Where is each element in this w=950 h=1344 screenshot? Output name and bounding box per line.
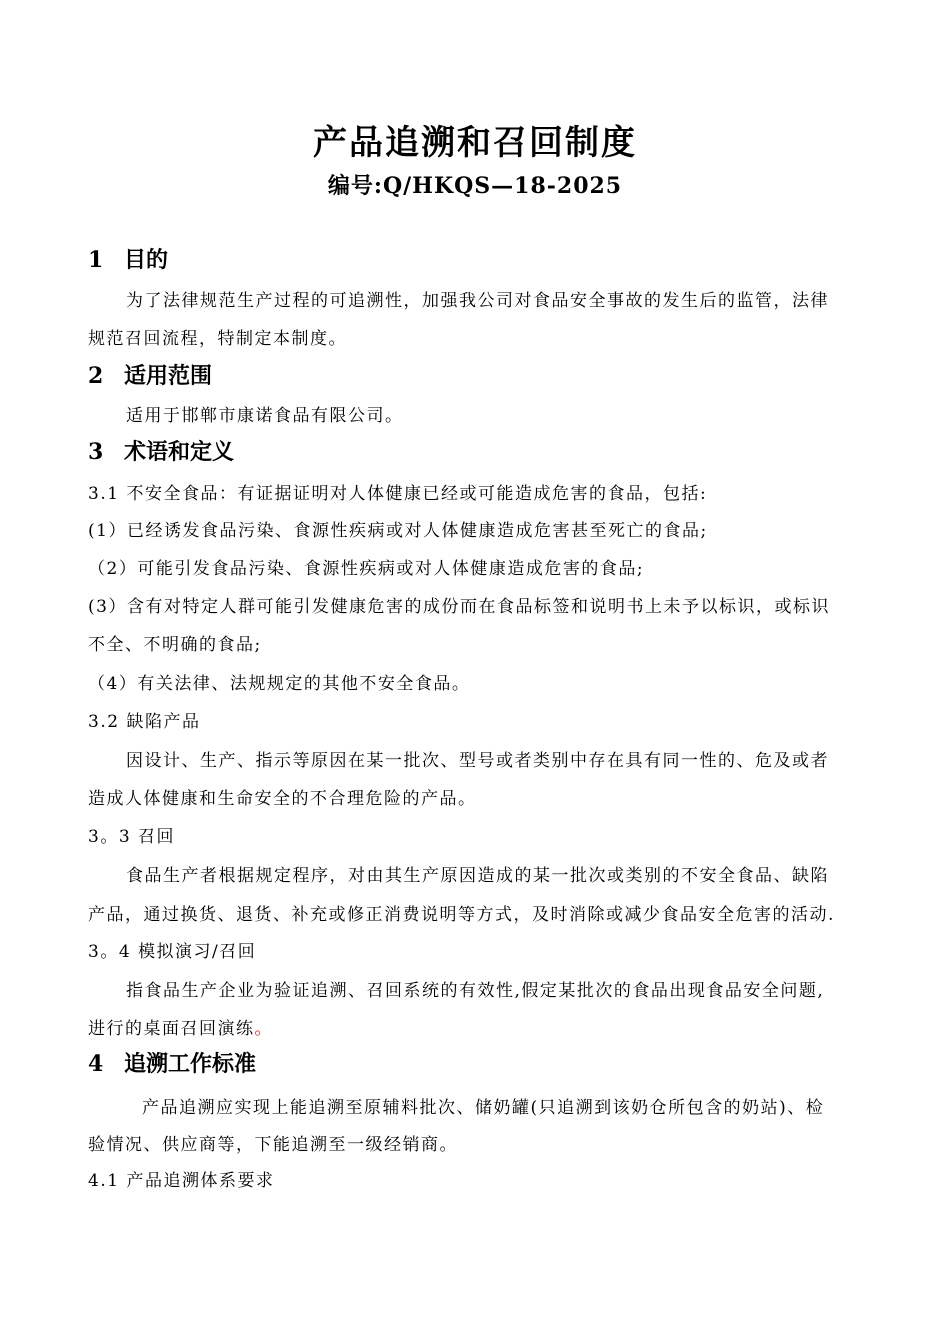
paragraph-line: 规范召回流程，特制定本制度。 bbox=[88, 329, 347, 349]
paragraph-line: 因设计、生产、指示等原因在某一批次、型号或者类别中存在具有同一性的、危及或者 bbox=[126, 751, 829, 771]
list-item: （4）有关法律、法规规定的其他不安全食品。 bbox=[88, 674, 471, 694]
paragraph-line: 产品追溯应实现上能追溯至原辅料批次、储奶罐(只追溯到该奶仓所包含的奶站)、检 bbox=[142, 1098, 825, 1118]
paragraph-line: 验情况、供应商等，下能追溯至一级经销商。 bbox=[88, 1135, 458, 1155]
section-title: 术语和定义 bbox=[124, 439, 235, 465]
list-item: （2）可能引发食品污染、食源性疾病或对人体健康造成危害的食品; bbox=[88, 559, 645, 579]
section-number: 1 bbox=[88, 247, 104, 273]
clause-line: 3。3 召回 bbox=[88, 827, 176, 847]
section-heading-1 bbox=[88, 246, 168, 274]
document-title: 产品追溯和召回制度 bbox=[313, 123, 637, 163]
clause-line: 3.1 不安全食品：有证据证明对人体健康已经或可能造成危害的食品，包括: bbox=[88, 484, 708, 504]
paragraph-text: 进行的桌面召回演练 bbox=[88, 1019, 255, 1039]
section-title: 追溯工作标准 bbox=[124, 1051, 257, 1077]
section-title: 适用范围 bbox=[124, 363, 213, 389]
red-period: 。 bbox=[254, 1019, 273, 1039]
paragraph-line bbox=[88, 1017, 273, 1041]
section-heading-4 bbox=[88, 1050, 256, 1078]
paragraph-line: 为了法律规范生产过程的可追溯性，加强我公司对食品安全事故的发生后的监管，法律 bbox=[126, 291, 829, 311]
document-code: 编号:Q/HKQS—18-2025 bbox=[327, 173, 623, 199]
list-item: (1）已经诱发食品污染、食源性疾病或对人体健康造成危害甚至死亡的食品; bbox=[88, 521, 708, 541]
section-number: 2 bbox=[88, 363, 104, 389]
clause-line: 3。4 模拟演习/召回 bbox=[88, 942, 257, 962]
paragraph-line: 指食品生产企业为验证追溯、召回系统的有效性,假定某批次的食品出现食品安全问题, bbox=[126, 981, 825, 1001]
section-number: 3 bbox=[88, 439, 104, 465]
clause-line: 3.2 缺陷产品 bbox=[88, 712, 201, 732]
list-item: (3）含有对特定人群可能引发健康危害的成份而在食品标签和说明书上未予以标识，或标识 bbox=[88, 597, 830, 617]
paragraph-line: 适用于邯郸市康诺食品有限公司。 bbox=[126, 406, 404, 426]
section-heading-3 bbox=[88, 438, 234, 466]
paragraph-line: 产品，通过换货、退货、补充或修正消费说明等方式，及时消除或减少食品安全危害的活动. bbox=[88, 905, 835, 925]
section-heading-2 bbox=[88, 362, 212, 390]
section-number: 4 bbox=[88, 1051, 104, 1077]
paragraph-line: 造成人体健康和生命安全的不合理危险的产品。 bbox=[88, 789, 477, 809]
clause-line: 4.1 产品追溯体系要求 bbox=[88, 1171, 275, 1191]
section-title: 目的 bbox=[124, 247, 169, 273]
paragraph-line: 食品生产者根据规定程序，对由其生产原因造成的某一批次或类别的不安全食品、缺陷 bbox=[126, 866, 829, 886]
list-item-continuation: 不全、不明确的食品; bbox=[88, 635, 262, 655]
